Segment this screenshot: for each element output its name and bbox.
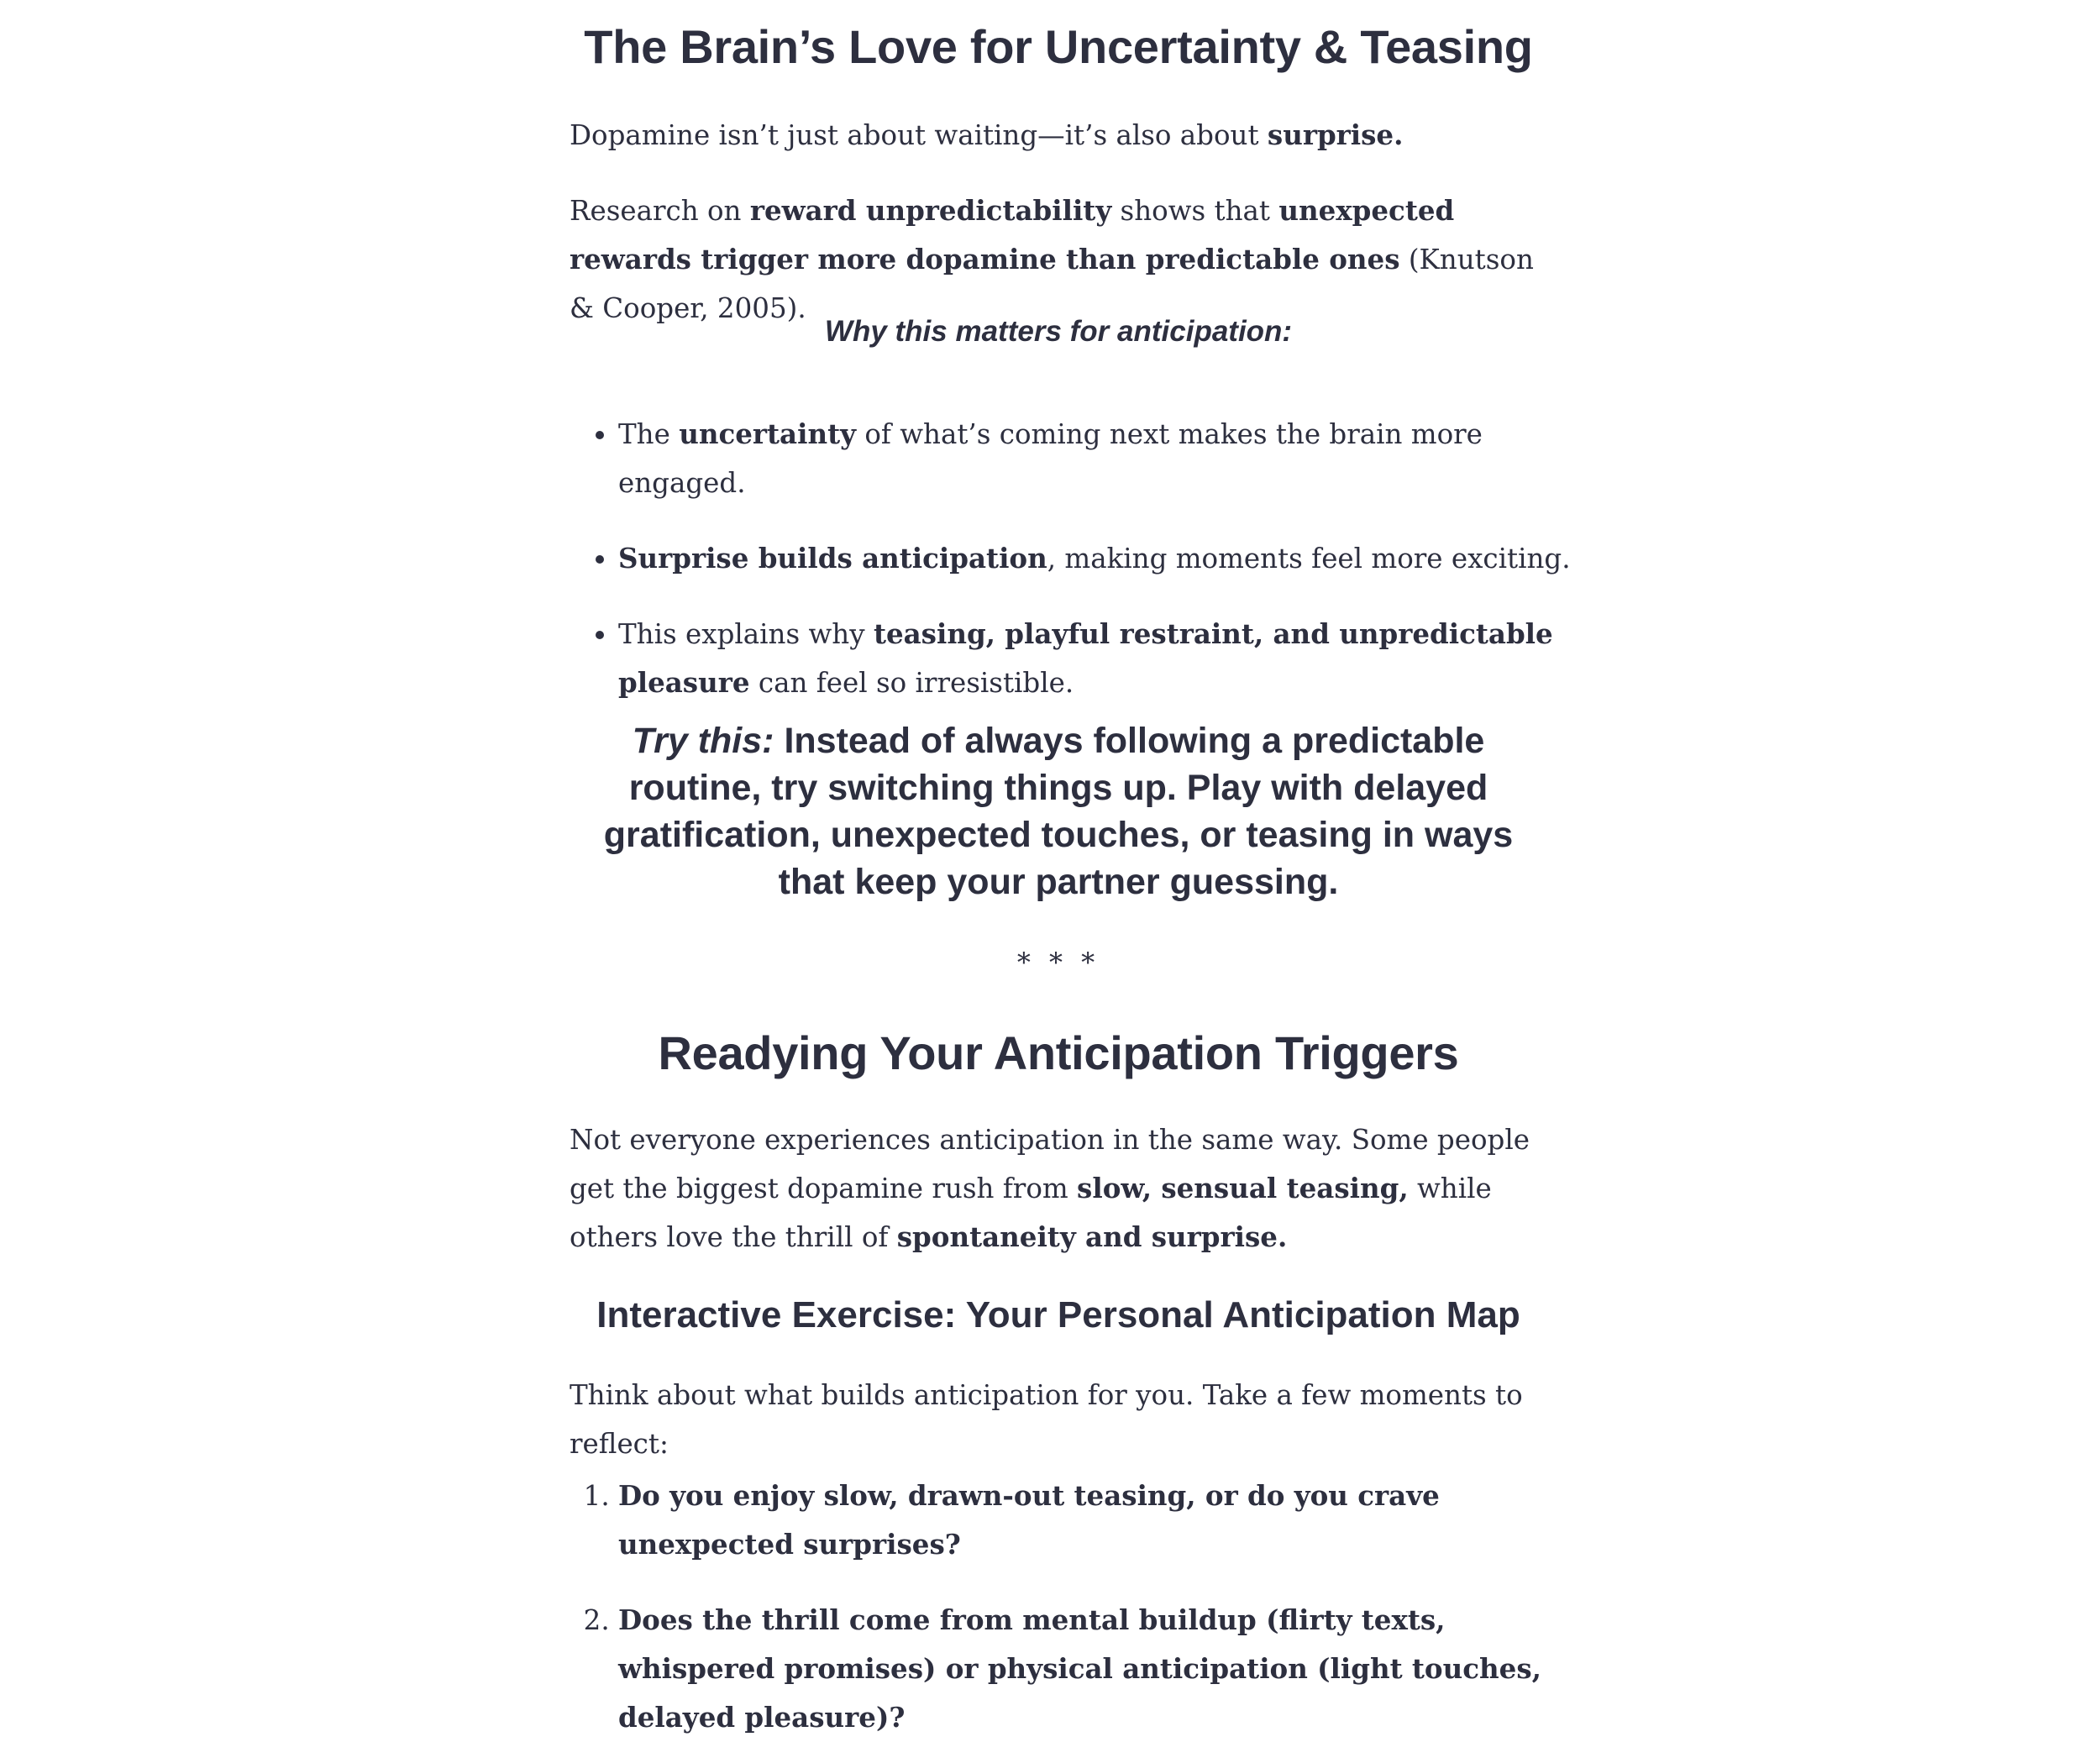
list-item xyxy=(618,534,1596,583)
bold-text: uncertainty xyxy=(679,417,856,450)
bold-text: teasing, playful restraint, and unpredictable pleasure xyxy=(618,617,1553,699)
list-text: can feel so irresistible. xyxy=(749,667,1074,699)
paragraph-text: Not everyone experiences anticipation in the same way. Some people get the biggest dopamine rush from xyxy=(570,1124,1530,1204)
list-text: This explains why xyxy=(618,618,874,650)
citation: (Knutson & Cooper, 2005). xyxy=(570,244,1534,324)
section-heading-uncertainty: The Brain’s Love for Uncertainty & Teasing xyxy=(584,20,1533,73)
bold-text: slow, sensual teasing, xyxy=(1077,1172,1409,1204)
paragraph-anticipation xyxy=(570,1115,1547,1262)
question-list xyxy=(570,1472,1596,1742)
section-heading-triggers: Readying Your Anticipation Triggers xyxy=(658,1026,1459,1079)
list-text: of what’s coming next makes the brain more engaged. xyxy=(618,418,1483,499)
section-divider: * * * xyxy=(1016,947,1100,979)
question-item xyxy=(618,1596,1596,1742)
paragraph-text: Dopamine isn’t just about waiting—it’s also about xyxy=(570,119,1268,151)
paragraph-surprise xyxy=(570,111,1547,160)
list-item xyxy=(618,610,1596,707)
question-text: Does the thrill come from mental buildup (flirty texts, whispered promises) or physical anticipation (light touches, delayed pleasure)? xyxy=(618,1603,1541,1734)
bold-text: Surprise builds anticipation xyxy=(618,542,1047,575)
callout-lead: Try this: xyxy=(632,721,774,761)
paragraph-text: while others love the thrill of xyxy=(570,1173,1492,1253)
list-text: The xyxy=(618,418,680,450)
question-item xyxy=(618,1472,1596,1569)
bold-text: spontaneity and surprise. xyxy=(896,1220,1288,1253)
paragraph-text: Research on xyxy=(570,195,750,227)
list-item xyxy=(618,410,1596,507)
bold-text: reward unpredictability xyxy=(749,194,1112,227)
paragraph-text: shows that xyxy=(1111,195,1279,227)
bold-text: unexpected rewards trigger more dopamine than predictable ones xyxy=(570,194,1455,275)
bold-text: surprise. xyxy=(1267,118,1404,151)
list-text: , making moments feel more exciting. xyxy=(1047,543,1571,575)
question-text: Do you enjoy slow, drawn-out teasing, or do you crave unexpected surprises? xyxy=(618,1479,1440,1561)
callout-text: Instead of always following a predictable routine, try switching things up. Play with delayed gratification, unexpected touches, or teasing in ways that keep your partner guessing. xyxy=(603,721,1514,902)
exercise-intro: Think about what builds anticipation for you. Take a few moments to reflect: xyxy=(570,1379,1523,1460)
try-this-callout xyxy=(570,717,1547,905)
bullet-list xyxy=(570,410,1596,707)
exercise-heading: Interactive Exercise: Your Personal Anticipation Map xyxy=(596,1294,1520,1335)
subheading-why-matters: Why this matters for anticipation: xyxy=(824,315,1293,348)
